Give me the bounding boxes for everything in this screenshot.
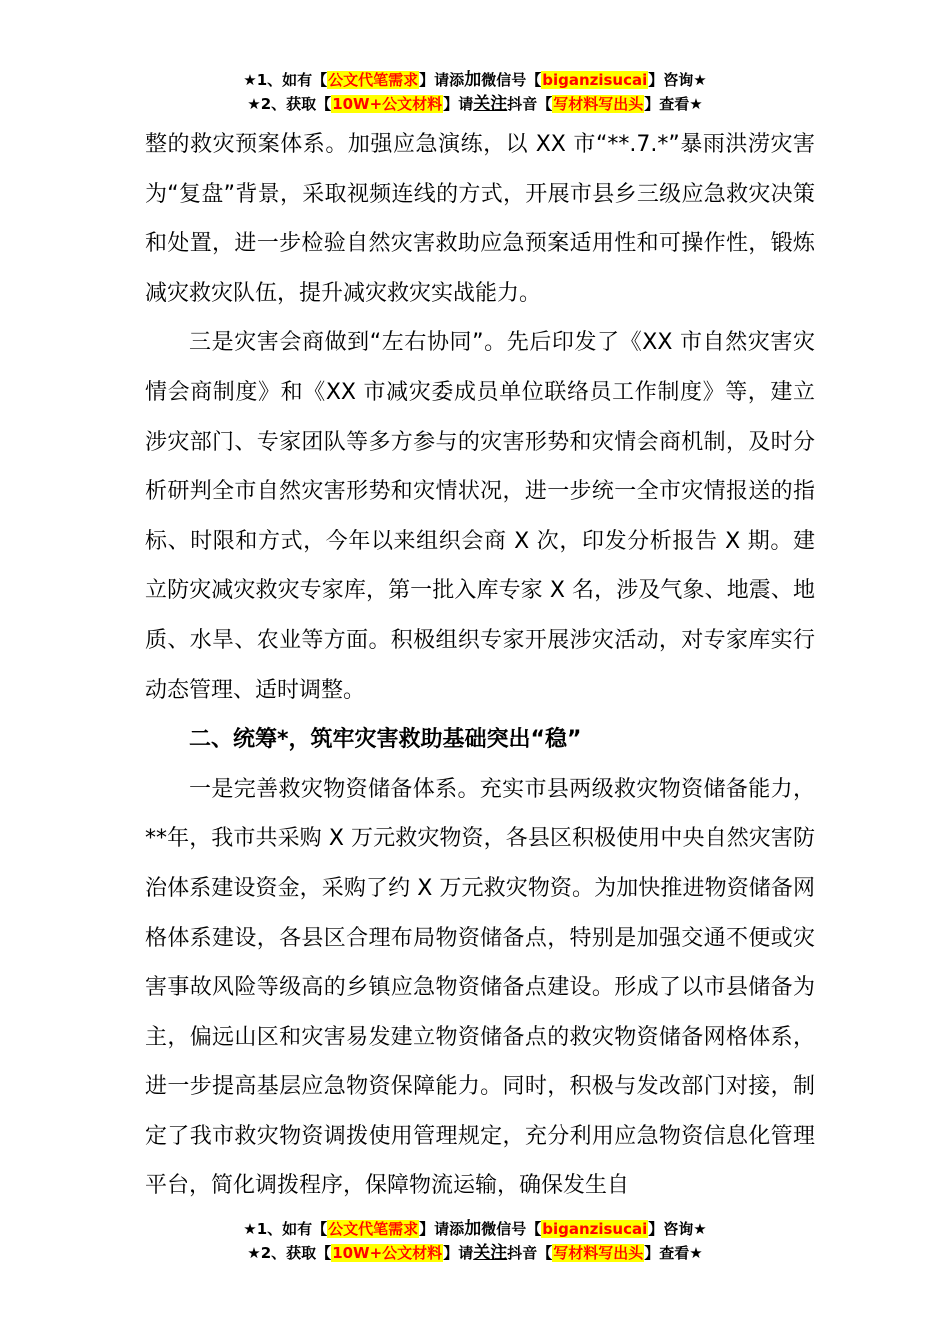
banner-line-2 (0, 1241, 950, 1265)
banner-text: 】请 (443, 1244, 474, 1262)
banner-text: 】请 (443, 95, 474, 113)
highlight-service: 公文代笔需求 (328, 71, 419, 89)
section-heading: 二、统筹*，筑牢灾害救助基础突出“稳” (189, 727, 582, 753)
footer-banner (0, 1217, 950, 1265)
banner-text: 抖音【 (507, 1244, 553, 1262)
banner-text: ★1、如有【 (243, 71, 328, 89)
banner-text: 加 (464, 1219, 482, 1239)
highlight-douyin: 写材料写出头 (553, 1244, 644, 1262)
banner-text: 】查看★ (644, 95, 703, 113)
highlight-douyin: 写材料写出头 (553, 95, 644, 113)
banner-text: 微信号【 (481, 1220, 542, 1238)
paragraph: 整的救灾预案体系。加强应急演练，以 XX 市“**.7.*”暴雨洪涝灾害为“复盘”背景，采取视频连线的方式，开展市县乡三级应急救灾决策和处置，进一步检验自然灾害救助应急预案适用性和可操作性，锻炼减灾救灾队伍，提升减灾救灾实战能力。 (145, 132, 815, 306)
header-banner (0, 68, 950, 116)
banner-text: 】咨询★ (648, 1220, 707, 1238)
banner-text: 抖音【 (507, 95, 553, 113)
banner-text: 】请添 (419, 71, 465, 89)
banner-text: 】请添 (419, 1220, 465, 1238)
document-body (145, 120, 815, 1211)
banner-line-1 (0, 68, 950, 92)
highlight-wechat-id: biganzisucai (542, 71, 648, 89)
banner-text: 关注 (473, 1243, 508, 1263)
highlight-service: 公文代笔需求 (328, 1220, 419, 1238)
banner-text: ★2、获取【 (247, 1244, 332, 1262)
banner-text: 微信号【 (481, 71, 542, 89)
banner-text: ★2、获取【 (247, 95, 332, 113)
banner-line-2 (0, 92, 950, 116)
highlight-materials: 10W+公文材料 (332, 95, 443, 113)
paragraph: 三是灾害会商做到“左右协同”。先后印发了《XX 市自然灾害灾情会商制度》和《XX 市减灾委成员单位联络员工作制度》等，建立涉灾部门、专家团队等多方参与的灾害形势和灾情会商机制，及时分析研判全市自然灾害形势和灾情状况，进一步统一全市灾情报送的指标、时限和方式，今年以来组织会商 X 次，印发分析报告 X 期。建立防灾减灾救灾专家库，第一批入库专家 X 名，涉及气象、地震、地质、水旱、农业等方面。积极组织专家开展涉灾活动，对专家库实行动态管理、适时调整。 (145, 330, 815, 703)
banner-line-1 (0, 1217, 950, 1241)
banner-text: 】咨询★ (648, 71, 707, 89)
highlight-materials: 10W+公文材料 (332, 1244, 443, 1262)
paragraph: 一是完善救灾物资储备体系。充实市县两级救灾物资储备能力，**年，我市共采购 X 万元救灾物资，各县区积极使用中央自然灾害防治体系建设资金，采购了约 X 万元救灾物资。为加快推进物资储备网格体系建设，各县区合理布局物资储备点，特别是加强交通不便或灾害事故风险等级高的乡镇应急物资储备点建设。形成了以市县储备为主，偏远山区和灾害易发建立物资储备点的救灾物资储备网格体系，进一步提高基层应急物资保障能力。同时，积极与发改部门对接，制定了我市救灾物资调拨使用管理规定，充分利用应急物资信息化管理平台，简化调拨程序，保障物流运输，确保发生自 (145, 776, 815, 1199)
banner-text: 】查看★ (644, 1244, 703, 1262)
banner-text: 关注 (473, 94, 508, 114)
banner-text: ★1、如有【 (243, 1220, 328, 1238)
banner-text: 加 (464, 70, 482, 90)
highlight-wechat-id: biganzisucai (542, 1220, 648, 1238)
